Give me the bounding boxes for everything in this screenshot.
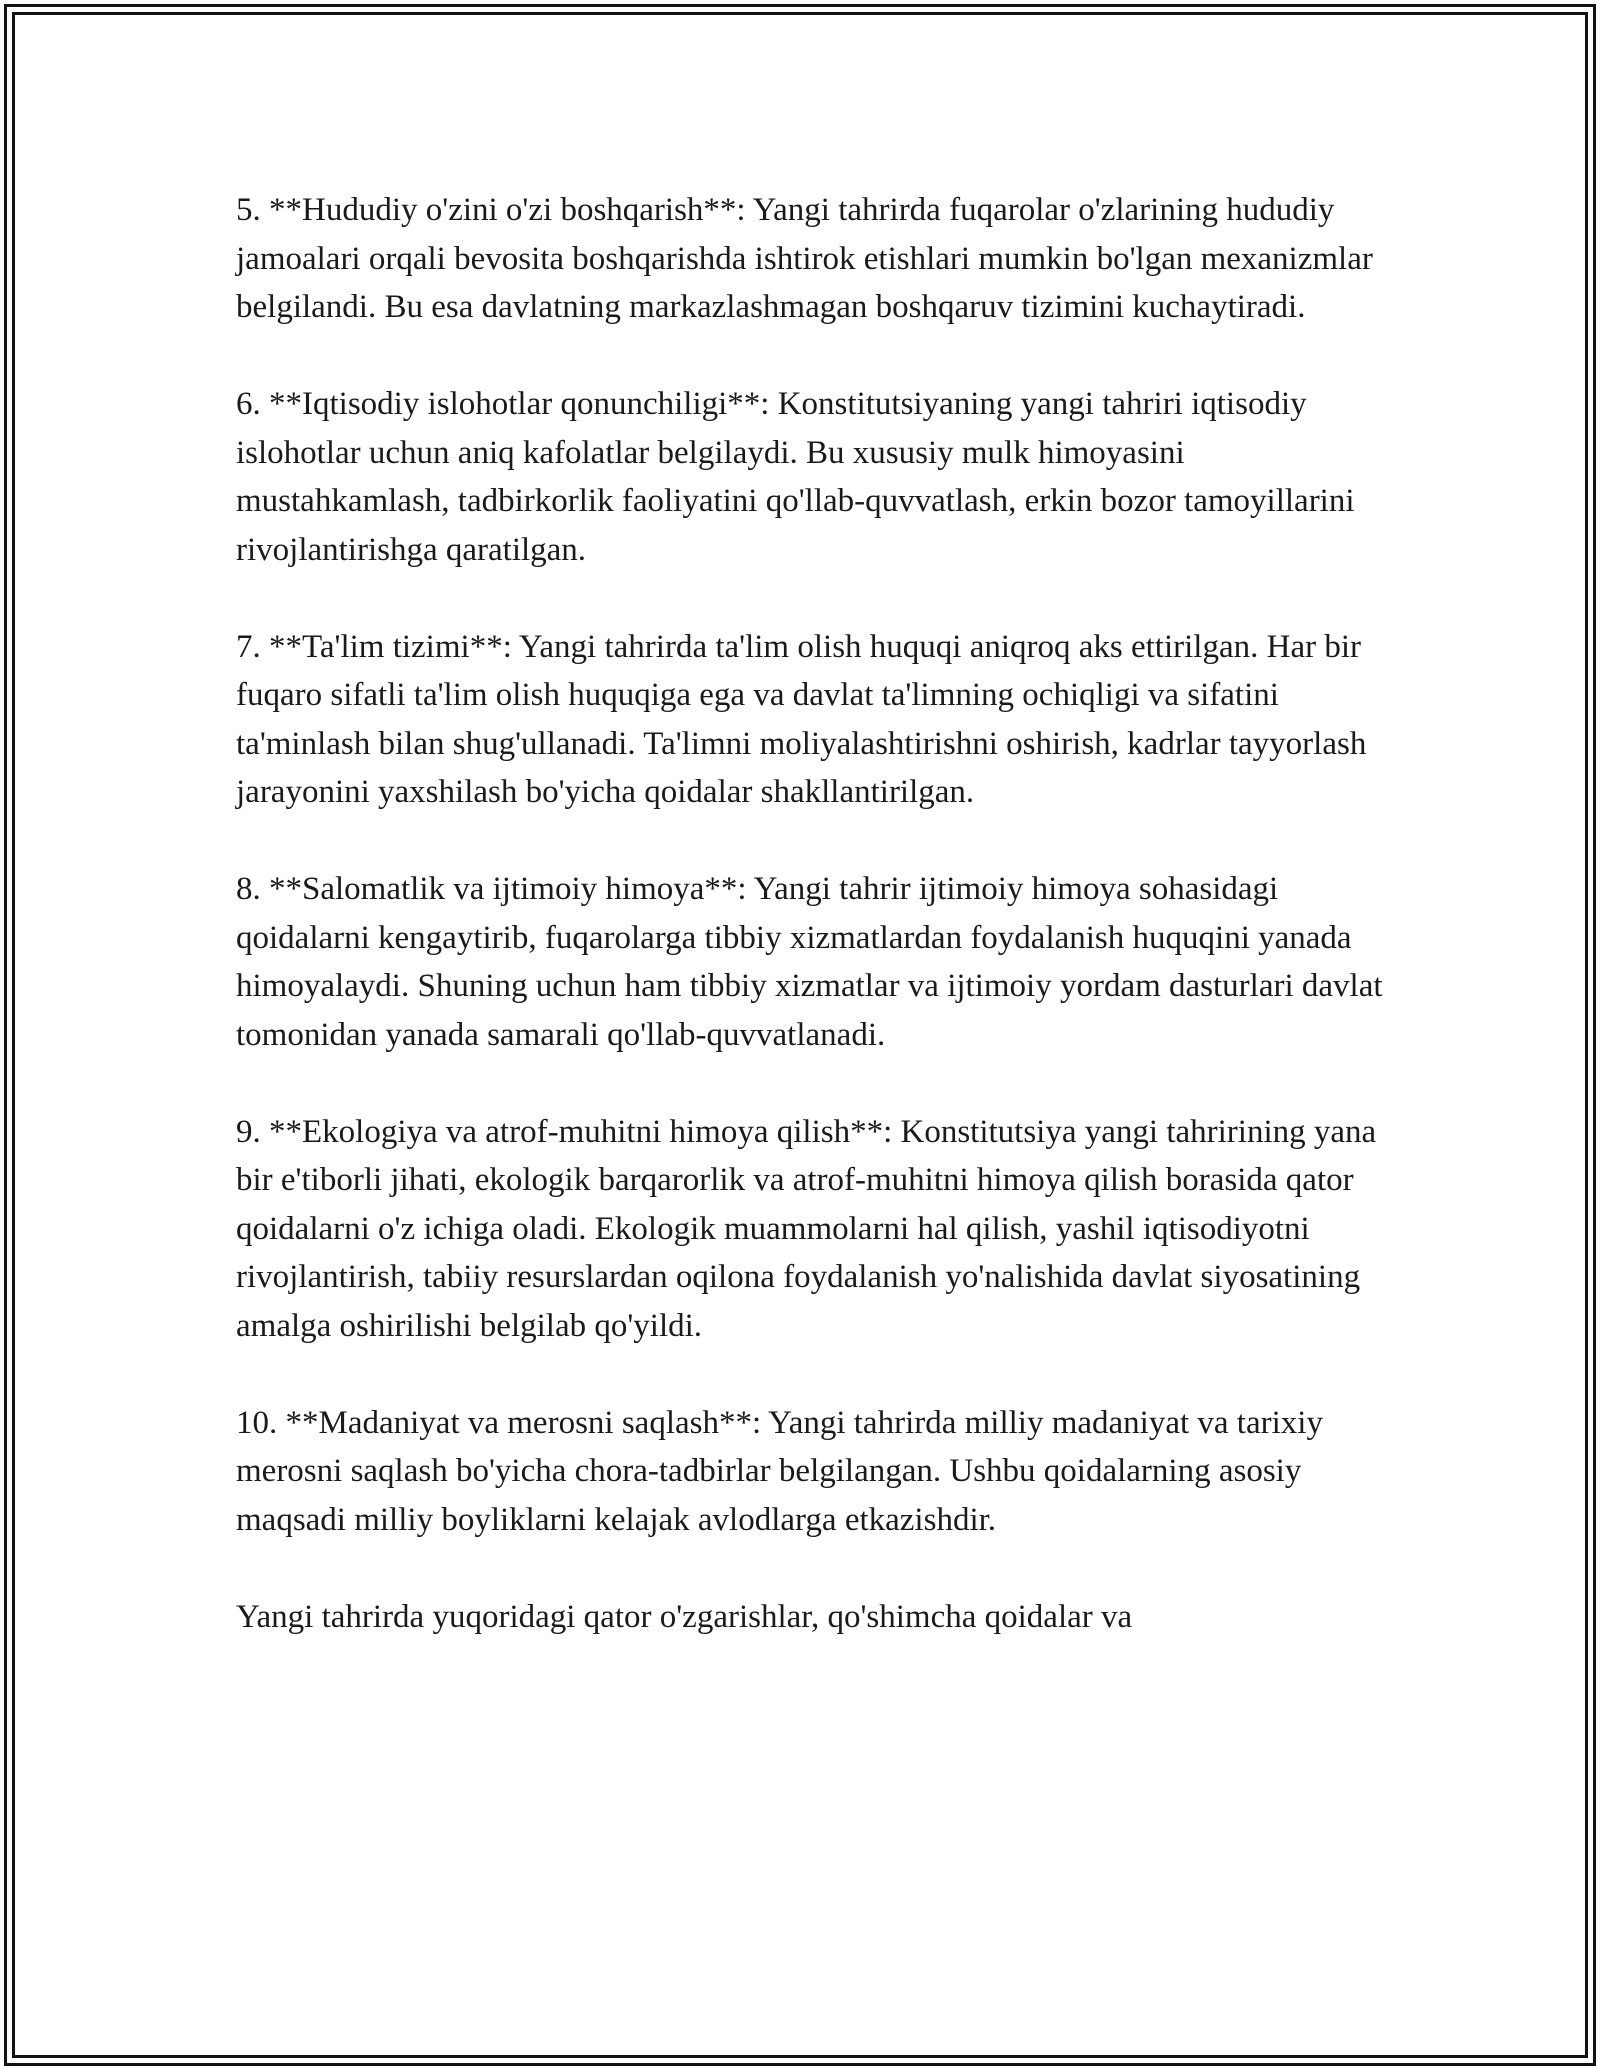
paragraph-item-6: 6. **Iqtisodiy islohotlar qonunchiligi**: Konstitutsiyaning yangi tahriri iqtisodiy islohotlar uchun aniq kafolatlar belgilaydi. Bu xususiy mulk himoyasini mustahkamlash, tadbirkorlik faoliyatini qo'llab-quvvatlash, erkin bozor tamoyillarini rivojlantirishga qaratilgan. — [236, 386, 1355, 568]
paragraph-item-5: 5. **Hududiy o'zini o'zi boshqarish**: Yangi tahrirda fuqarolar o'zlarining hududiy jamoalari orqali bevosita boshqarishda ishtirok etishlari mumkin bo'lgan mexanizmlar belgilandi. Bu esa davlatning markazlashmagan boshqaruv tizimini kuchaytiradi. — [236, 192, 1373, 325]
paragraph-item-7: 7. **Ta'lim tizimi**: Yangi tahrirda ta'lim olish huquqi aniqroq aks ettirilgan. Har bir fuqaro sifatli ta'lim olish huquqiga ega va davlat ta'limning ochiqligi va sifatini ta'minlash bilan shug'ullanadi. Ta'limni moliyalashtirishni oshirish, kadrlar tayyorlash jarayonini yaxshilash bo'yicha qoidalar shakllantirilgan. — [236, 628, 1367, 810]
paragraph-item-9: 9. **Ekologiya va atrof-muhitni himoya qilish**: Konstitutsiya yangi tahririning yana bir e'tiborli jihati, ekologik barqarorlik va atrof-muhitni himoya qilish borasida qator qoidalarni o'z ichiga oladi. Ekologik muammolarni hal qilish, yashil iqtisodiyotni rivojlantirish, tabiiy resurslardan oqilona foydalanish yo'nalishida davlat siyosatining amalga oshirilishi belgilab qo'yildi. — [236, 1113, 1377, 1344]
paragraph-item-10: 10. **Madaniyat va merosni saqlash**: Yangi tahrirda milliy madaniyat va tarixiy merosni saqlash bo'yicha chora-tadbirlar belgilangan. Ushbu qoidalarning asosiy maqsadi milliy boyliklarni kelajak avlodlarga etkazishdir. — [236, 1404, 1323, 1538]
paragraph-closing: Yangi tahrirda yuqoridagi qator o'zgarishlar, qo'shimcha qoidalar va — [236, 1598, 1133, 1635]
paragraph-item-8: 8. **Salomatlik va ijtimoiy himoya**: Yangi tahrir ijtimoiy himoya sohasidagi qoidalarni kengaytirib, fuqarolarga tibbiy xizmatlardan foydalanish huquqini yanada himoyalaydi. Shuning uchun ham tibbiy xizmatlar va ijtimoiy yordam dasturlari davlat tomonidan yanada samarali qo'llab-quvvatlanadi. — [236, 871, 1383, 1053]
document-body — [236, 186, 1386, 1690]
